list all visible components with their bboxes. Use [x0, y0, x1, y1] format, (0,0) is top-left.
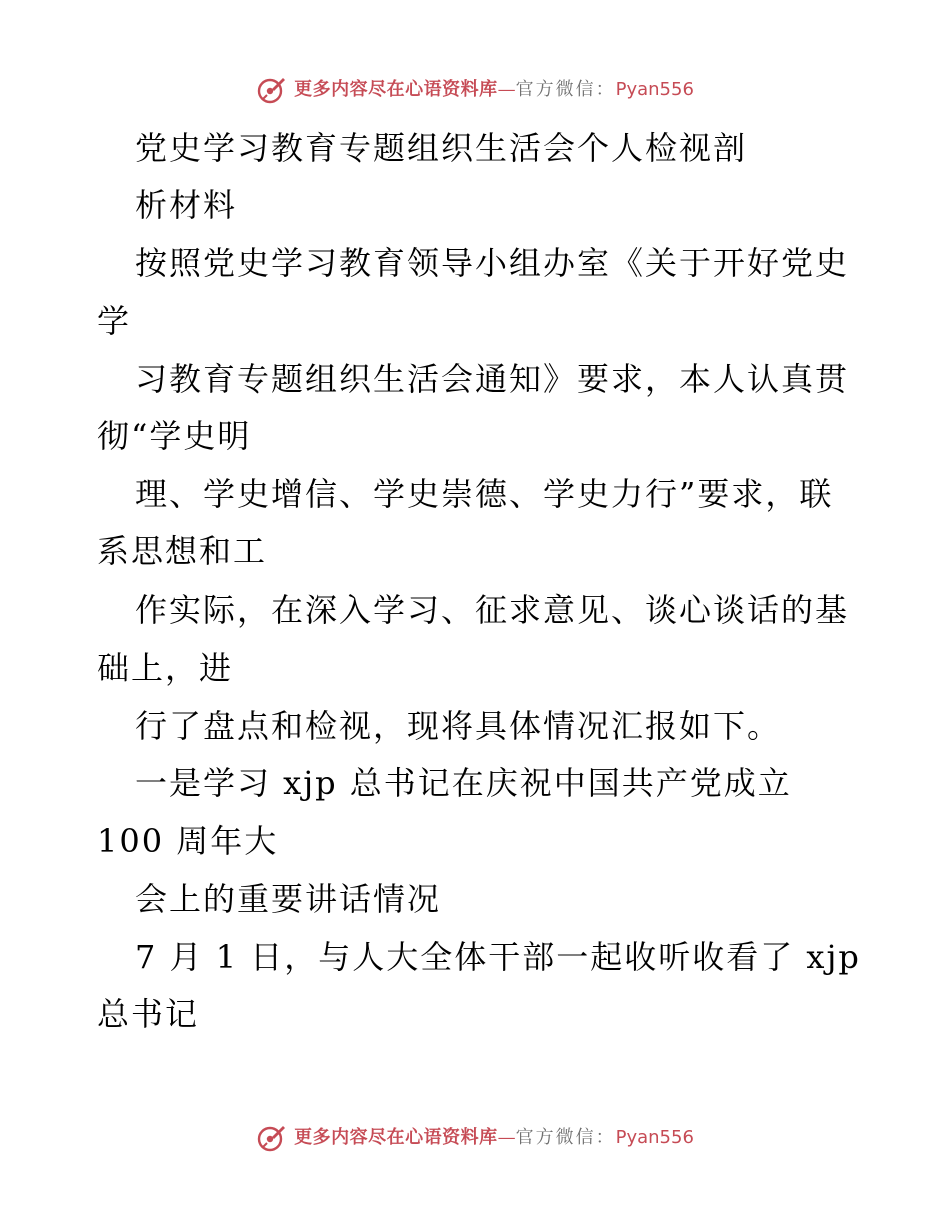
watermark-brand: 更多内容尽在心语资料库 — [294, 1127, 498, 1148]
doc-paragraph-line: 7 月 1 日，与人大全体干部一起收听收看了 xjp — [135, 938, 861, 976]
doc-paragraph-line: 彻“学史明 — [97, 417, 252, 455]
watermark-label: 官方微信： — [515, 1127, 616, 1148]
doc-title-line-2: 析材料 — [135, 186, 238, 224]
footer-watermark — [0, 1118, 950, 1158]
doc-paragraph-line: 行了盘点和检视，现将具体情况汇报如下。 — [135, 707, 782, 745]
pen-nib-circle-icon — [256, 1122, 288, 1154]
doc-paragraph-line: 会上的重要讲话情况 — [135, 880, 442, 918]
doc-title-line-1: 党史学习教育专题组织生活会个人检视剖 — [135, 129, 748, 167]
doc-paragraph-line: 按照党史学习教育领导小组办室《关于开好党史 — [135, 244, 850, 282]
doc-paragraph-line: 础上，进 — [97, 649, 234, 687]
watermark-brand: 更多内容尽在心语资料库 — [294, 79, 498, 100]
doc-paragraph-line: 习教育专题组织生活会通知》要求，本人认真贯 — [135, 360, 850, 398]
watermark-text — [294, 1129, 694, 1147]
doc-paragraph-line: 系思想和工 — [97, 532, 268, 570]
watermark-dash: — — [497, 1127, 516, 1148]
doc-paragraph-line: 学 — [97, 302, 132, 340]
watermark-id: Pyan556 — [615, 1127, 694, 1148]
doc-paragraph-line: 理、学史增信、学史崇德、学史力行”要求，联 — [135, 475, 834, 513]
pen-nib-circle-icon — [256, 74, 288, 106]
watermark-text — [294, 81, 694, 99]
watermark-id: Pyan556 — [615, 79, 694, 100]
watermark-label: 官方微信： — [515, 79, 616, 100]
doc-paragraph-line: 作实际，在深入学习、征求意见、谈心谈话的基 — [135, 591, 850, 629]
doc-paragraph-line: 一是学习 xjp 总书记在庆祝中国共产党成立 — [135, 764, 792, 802]
doc-paragraph-line: 100 周年大 — [97, 822, 279, 860]
watermark-dash: — — [497, 79, 516, 100]
header-watermark — [0, 70, 950, 110]
doc-paragraph-line: 总书记 — [97, 995, 200, 1033]
